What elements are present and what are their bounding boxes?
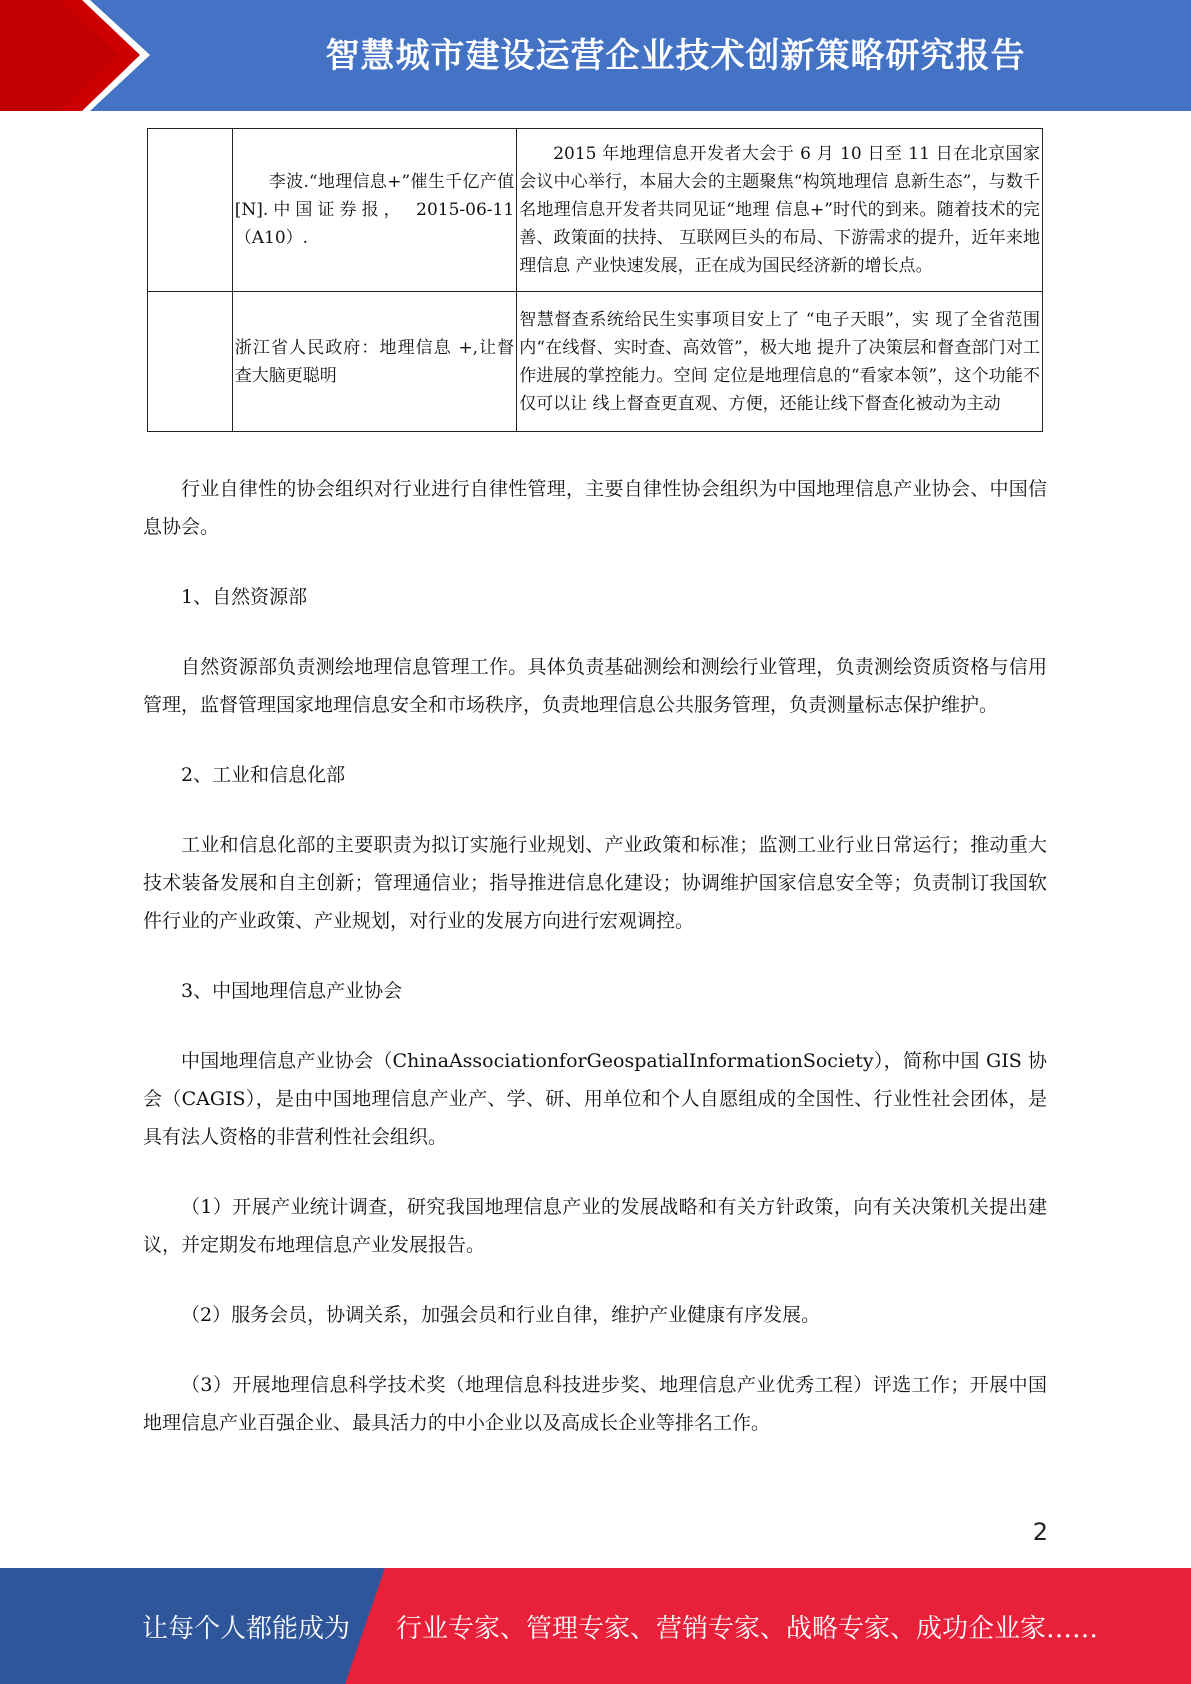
section-heading: 3、中国地理信息产业协会 xyxy=(181,980,403,1002)
table-cell-source: 李波.“地理信息+”催生千亿产值[N].中国证券报， 2015-06-11（A10）. xyxy=(232,129,516,292)
page-header xyxy=(0,0,1191,111)
table-cell-content: 2015 年地理信息开发者大会于 6 月 10 日至 11 日在北京国家会议中心举行，本届大会的主题聚焦“构筑地理信 息新生态”，与数千名地理信息开发者共同见证“地理 信息+”时代的到来。随着技术的完善、政策面的扶持、 互联网巨头的布局、下游需求的提升，近年来地理信息 产业快速发展，正在成为国民经济新的增长点。 xyxy=(517,129,1043,292)
paragraph: 工业和信息化部的主要职责为拟订实施行业规划、产业政策和标准；监测工业行业日常运行；推动重大技术装备发展和自主创新；管理通信业；指导推进信息化建设；协调维护国家信息安全等；负责制订我国软件行业的产业政策、产业规划，对行业的发展方向进行宏观调控。 xyxy=(143,834,1047,932)
list-item: （2）服务会员，协调关系，加强会员和行业自律，维护产业健康有序发展。 xyxy=(181,1304,821,1326)
paragraph: 中国地理信息产业协会（ChinaAssociationforGeospatialInformationSociety），简称中国 GIS 协会（CAGIS），是由中国地理信息产业产、学、研、用单位和个人自愿组成的全国性、行业性社会团体，是具有法人资格的非营利性社会组织。 xyxy=(143,1050,1047,1148)
footer-slogan-right: 行业专家、管理专家、营销专家、战略专家、成功企业家…… xyxy=(396,1614,1099,1644)
paragraph: 行业自律性的协会组织对行业进行自律性管理，主要自律性协会组织为中国地理信息产业协会、中国信息协会。 xyxy=(143,478,1047,538)
list-item: （1）开展产业统计调查，研究我国地理信息产业的发展战略和有关方针政策，向有关决策机关提出建议，并定期发布地理信息产业发展报告。 xyxy=(143,1196,1047,1256)
footer-slogan-left: 让每个人都能成为 xyxy=(142,1614,351,1644)
table-row xyxy=(148,292,1043,432)
page-number: 2 xyxy=(1032,1518,1048,1546)
table-cell-content: 智慧督查系统给民生实事项目安上了 “电子天眼”，实 现了全省范围内“在线督、实时查、高效管”，极大地 提升了决策层和督查部门对工作进展的掌控能力。空间 定位是地理信息的“看家本领”，这个功能不仅可以让 线上督查更直观、方便，还能让线下督查化被动为主动 xyxy=(517,292,1043,432)
table-cell-empty xyxy=(148,292,233,432)
body-content xyxy=(143,470,1047,1474)
reference-table xyxy=(147,128,1043,432)
paragraph: 自然资源部负责测绘地理信息管理工作。具体负责基础测绘和测绘行业管理，负责测绘资质资格与信用管理，监督管理国家地理信息安全和市场秩序，负责地理信息公共服务管理，负责测量标志保护维护。 xyxy=(143,656,1047,716)
section-heading: 2、工业和信息化部 xyxy=(181,764,346,786)
report-title: 智慧城市建设运营企业技术创新策略研究报告 xyxy=(325,36,1026,76)
table-cell-empty xyxy=(148,129,233,292)
list-item: （3）开展地理信息科学技术奖（地理信息科技进步奖、地理信息产业优秀工程）评选工作；开展中国地理信息产业百强企业、最具活力的中小企业以及高成长企业等排名工作。 xyxy=(143,1374,1047,1434)
table-cell-source: 浙江省人民政府：地理信息 +,让督查大脑更聪明 xyxy=(232,292,516,432)
header-chevron-decoration xyxy=(0,0,150,111)
section-heading: 1、自然资源部 xyxy=(181,586,308,608)
page-footer xyxy=(0,1568,1191,1684)
table-row xyxy=(148,129,1043,292)
